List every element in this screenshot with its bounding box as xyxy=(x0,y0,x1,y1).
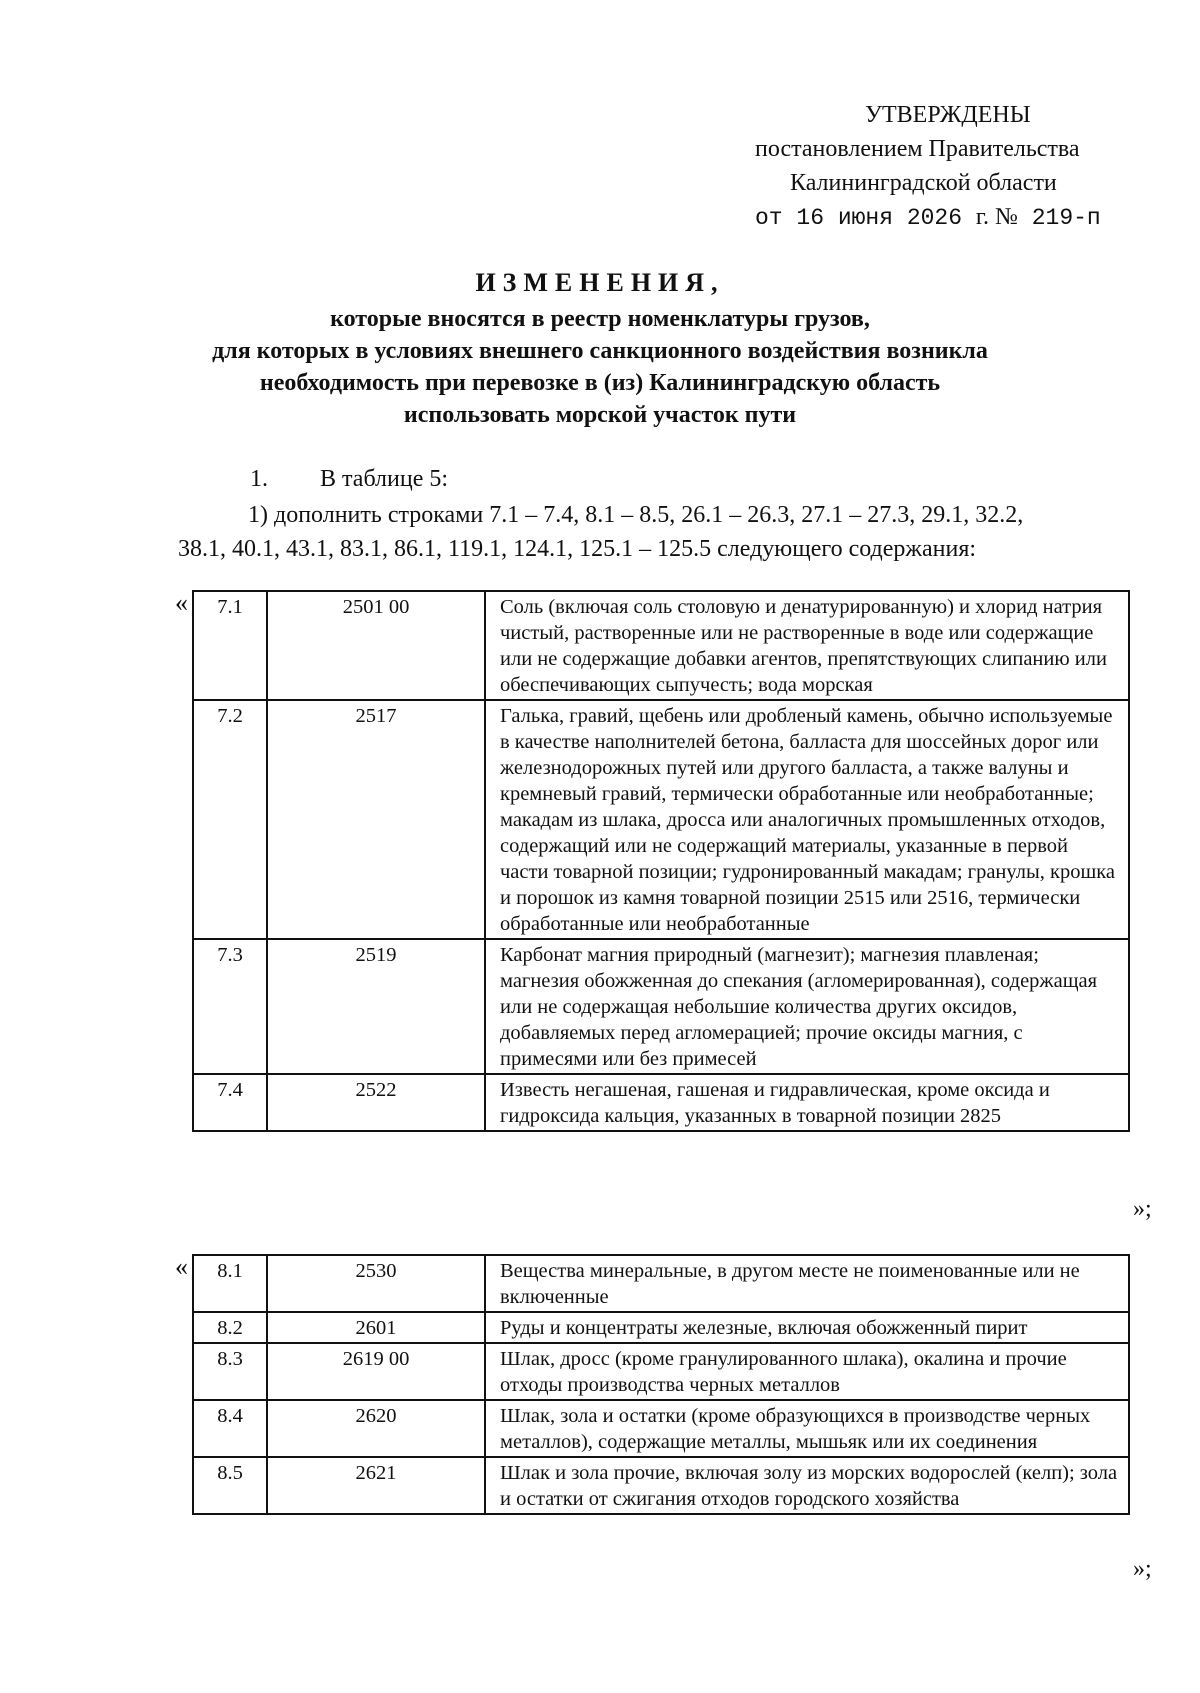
document-subtitle-line-1: которые вносятся в реестр номенклатуры грузов, xyxy=(330,306,870,332)
commodity-code-cell: 2530 xyxy=(267,1255,485,1312)
table-row xyxy=(193,1457,1129,1514)
registry-table-7 xyxy=(192,590,1130,1132)
description-cell: Шлак и зола прочие, включая золу из морских водорослей (келп); зола и остатки от сжигания отходов городского хозяйства xyxy=(485,1457,1129,1514)
table-row xyxy=(193,1400,1129,1457)
row-number-cell: 8.4 xyxy=(193,1400,267,1457)
commodity-code-cell: 2620 xyxy=(267,1400,485,1457)
commodity-code-cell: 2522 xyxy=(267,1074,485,1131)
subitem-line-1: 1) дополнить строками 7.1 – 7.4, 8.1 – 8.5, 26.1 – 26.3, 27.1 – 27.3, 29.1, 32.2, xyxy=(248,502,1024,528)
table-row xyxy=(193,1074,1129,1131)
description-cell: Вещества минеральные, в другом месте не поименованные или не включенные xyxy=(485,1255,1129,1312)
description-cell: Галька, гравий, щебень или дробленый камень, обычно используемые в качестве наполнителей бетона, балласта для шоссейных дорог или железнодорожных путей или другого балласта, а также валуны и кремневый гравий, термически обработанные или необработанные; макадам из шлака, дросса или аналогичных промышленных отходов, содержащий или не содержащий материалы, указанные в первой части товарной позиции; гудронированный макадам; гранулы, крошка и порошок из камня товарной позиции 2515 или 2516, термически обработанные или необработанные xyxy=(485,700,1129,939)
commodity-code-cell: 2621 xyxy=(267,1457,485,1514)
opening-quote: « xyxy=(175,1252,188,1281)
row-number-cell: 7.4 xyxy=(193,1074,267,1131)
row-number-cell: 8.5 xyxy=(193,1457,267,1514)
item-number: 1. xyxy=(250,466,268,492)
approval-line-region: Калининградской области xyxy=(790,170,1057,196)
document-subtitle-line-4: использовать морской участок пути xyxy=(403,402,797,428)
description-cell: Известь негашеная, гашеная и гидравлическая, кроме оксида и гидроксида кальция, указанных в товарной позиции 2825 xyxy=(485,1074,1129,1131)
approval-number: 219-п xyxy=(1031,205,1101,231)
document-subtitle-line-2: для которых в условиях внешнего санкционного воздействия возникла xyxy=(212,338,988,364)
description-cell: Шлак, зола и остатки (кроме образующихся в производстве черных металлов), содержащие металлы, мышьяк или их соединения xyxy=(485,1400,1129,1457)
commodity-code-cell: 2517 xyxy=(267,700,485,939)
description-cell: Соль (включая соль столовую и денатурированную) и хлорид натрия чистый, растворенные или не растворенные в воде или содержащие или не содержащие добавки агентов, препятствующих слипанию или обеспечивающих сыпучесть; вода морская xyxy=(485,591,1129,700)
description-cell: Руды и концентраты железные, включая обожженный пирит xyxy=(485,1312,1129,1343)
document-subtitle-line-3: необходимость при перевозке в (из) Калининградскую область xyxy=(259,370,941,396)
approval-heading: УТВЕРЖДЕНЫ xyxy=(865,102,1031,128)
opening-quote: « xyxy=(175,588,188,617)
description-cell: Карбонат магния природный (магнезит); магнезия плавленая; магнезия обожженная до спекания (агломерированная), содержащая или не содержащая небольшие количества других оксидов, добавляемых перед агломерацией; прочие оксиды магния, с примесями или без примесей xyxy=(485,939,1129,1074)
subitem-line-2: 38.1, 40.1, 43.1, 83.1, 86.1, 119.1, 124.1, 125.1 – 125.5 следующего содержания: xyxy=(178,536,977,562)
closing-quote: »; xyxy=(1133,1556,1152,1582)
table-row xyxy=(193,1343,1129,1400)
row-number-cell: 7.2 xyxy=(193,700,267,939)
description-cell: Шлак, дросс (кроме гранулированного шлака), окалина и прочие отходы производства черных металлов xyxy=(485,1343,1129,1400)
approval-line-resolution: постановлением Правительства xyxy=(755,136,1080,162)
row-number-cell: 8.2 xyxy=(193,1312,267,1343)
document-heading: ИЗМЕНЕНИЯ, xyxy=(475,268,725,297)
row-number-cell: 7.1 xyxy=(193,591,267,700)
table-row xyxy=(193,700,1129,939)
table-row xyxy=(193,939,1129,1074)
closing-quote: »; xyxy=(1133,1196,1152,1222)
table-row xyxy=(193,591,1129,700)
commodity-code-cell: 2601 xyxy=(267,1312,485,1343)
row-number-cell: 7.3 xyxy=(193,939,267,1074)
commodity-code-cell: 2619 00 xyxy=(267,1343,485,1400)
commodity-code-cell: 2519 xyxy=(267,939,485,1074)
item-text: В таблице 5: xyxy=(320,466,449,492)
registry-table-8 xyxy=(192,1254,1130,1515)
commodity-code-cell: 2501 00 xyxy=(267,591,485,700)
approval-number-sign: г. № xyxy=(975,204,1018,230)
row-number-cell: 8.1 xyxy=(193,1255,267,1312)
approval-date: от 16 июня 2026 xyxy=(755,205,963,231)
approval-date-line xyxy=(755,200,1101,235)
row-number-cell: 8.3 xyxy=(193,1343,267,1400)
table-row xyxy=(193,1255,1129,1312)
table-row xyxy=(193,1312,1129,1343)
